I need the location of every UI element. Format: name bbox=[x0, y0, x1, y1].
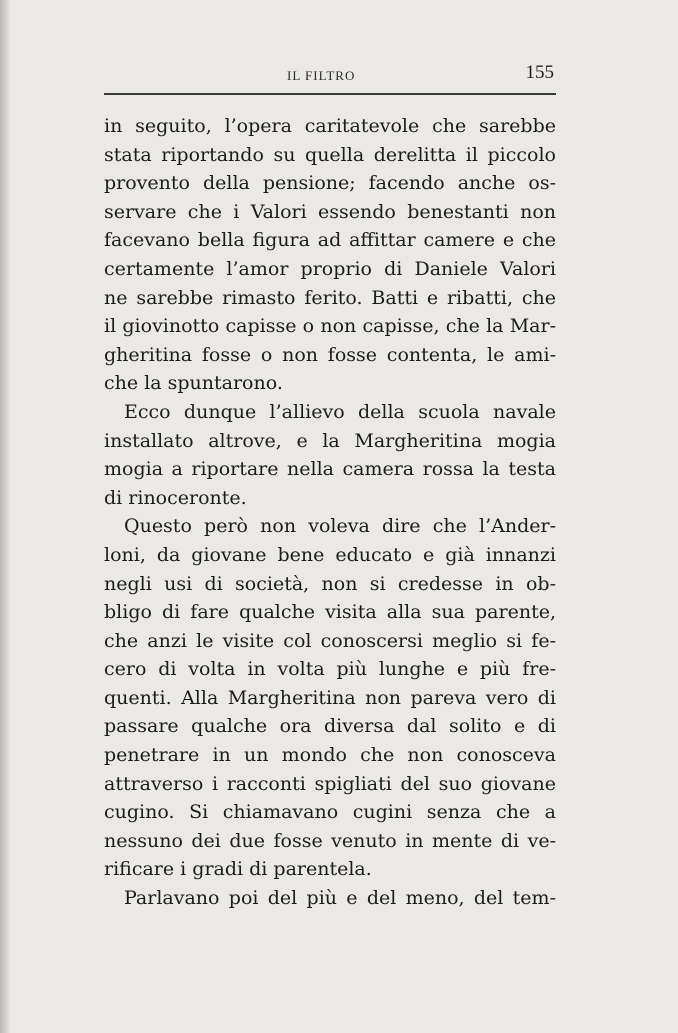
header-rule bbox=[104, 93, 556, 95]
text-line: mogia a riportare nella camera rossa la testa bbox=[104, 458, 556, 481]
running-head: IL FILTRO bbox=[287, 68, 356, 83]
text-line: ne sarebbe rimasto ferito. Batti e ribatti, che bbox=[104, 286, 556, 309]
text-line: il giovinotto capisse o non capisse, che la Mar- bbox=[104, 315, 556, 338]
text-line: gheritina fosse o non fosse contenta, le ami- bbox=[104, 343, 556, 366]
text-line: passare qualche ora diversa dal solito e di bbox=[104, 715, 556, 738]
text-line: installato altrove, e la Margheritina mogia bbox=[104, 429, 556, 452]
text-line: cero di volta in volta più lunghe e più fre- bbox=[104, 658, 556, 681]
text-line: loni, da giovane bene educato e già innanzi bbox=[104, 543, 556, 566]
body-text bbox=[104, 112, 556, 913]
text-line: certamente l’amor proprio di Daniele Valori bbox=[104, 257, 556, 280]
text-line: che anzi le visite col conoscersi meglio si fe- bbox=[104, 629, 556, 652]
text-line: in seguito, l’opera caritatevole che sarebbe bbox=[104, 115, 556, 137]
text-line: nessuno dei due fosse venuto in mente di ve- bbox=[104, 829, 556, 852]
text-line: rificare i gradi di parentela. bbox=[104, 858, 372, 881]
text-line: di rinoceronte. bbox=[104, 486, 247, 509]
paragraph-start-line: Parlavano poi del più e del meno, del tem- bbox=[124, 887, 556, 910]
text-line: servare che i Valori essendo benestanti non bbox=[104, 200, 556, 223]
text-line: facevano bella figura ad affittar camere e che bbox=[104, 229, 556, 252]
text-line: penetrare in un mondo che non conosceva bbox=[104, 744, 556, 767]
text-line: provento della pensione; facendo anche os- bbox=[104, 172, 556, 195]
page-edge-shadow bbox=[0, 0, 10, 1033]
paragraph-start-line: Ecco dunque l’allievo della scuola navale bbox=[124, 400, 556, 423]
paragraph-start-line: Questo però non voleva dire che l’Ander- bbox=[124, 515, 556, 538]
page-header bbox=[104, 62, 556, 90]
text-line: negli usi di società, non si credesse in ob- bbox=[104, 572, 556, 595]
text-line: bligo di fare qualche visita alla sua parente, bbox=[104, 601, 556, 624]
text-line: cugino. Si chiamavano cugini senza che a bbox=[104, 801, 556, 824]
text-line: attraverso i racconti spigliati del suo giovane bbox=[104, 772, 556, 795]
text-line: che la spuntarono. bbox=[104, 372, 283, 395]
page-number: 155 bbox=[525, 62, 554, 83]
text-line: stata riportando su quella derelitta il piccolo bbox=[104, 143, 556, 166]
text-line: quenti. Alla Margheritina non pareva vero di bbox=[104, 686, 556, 709]
